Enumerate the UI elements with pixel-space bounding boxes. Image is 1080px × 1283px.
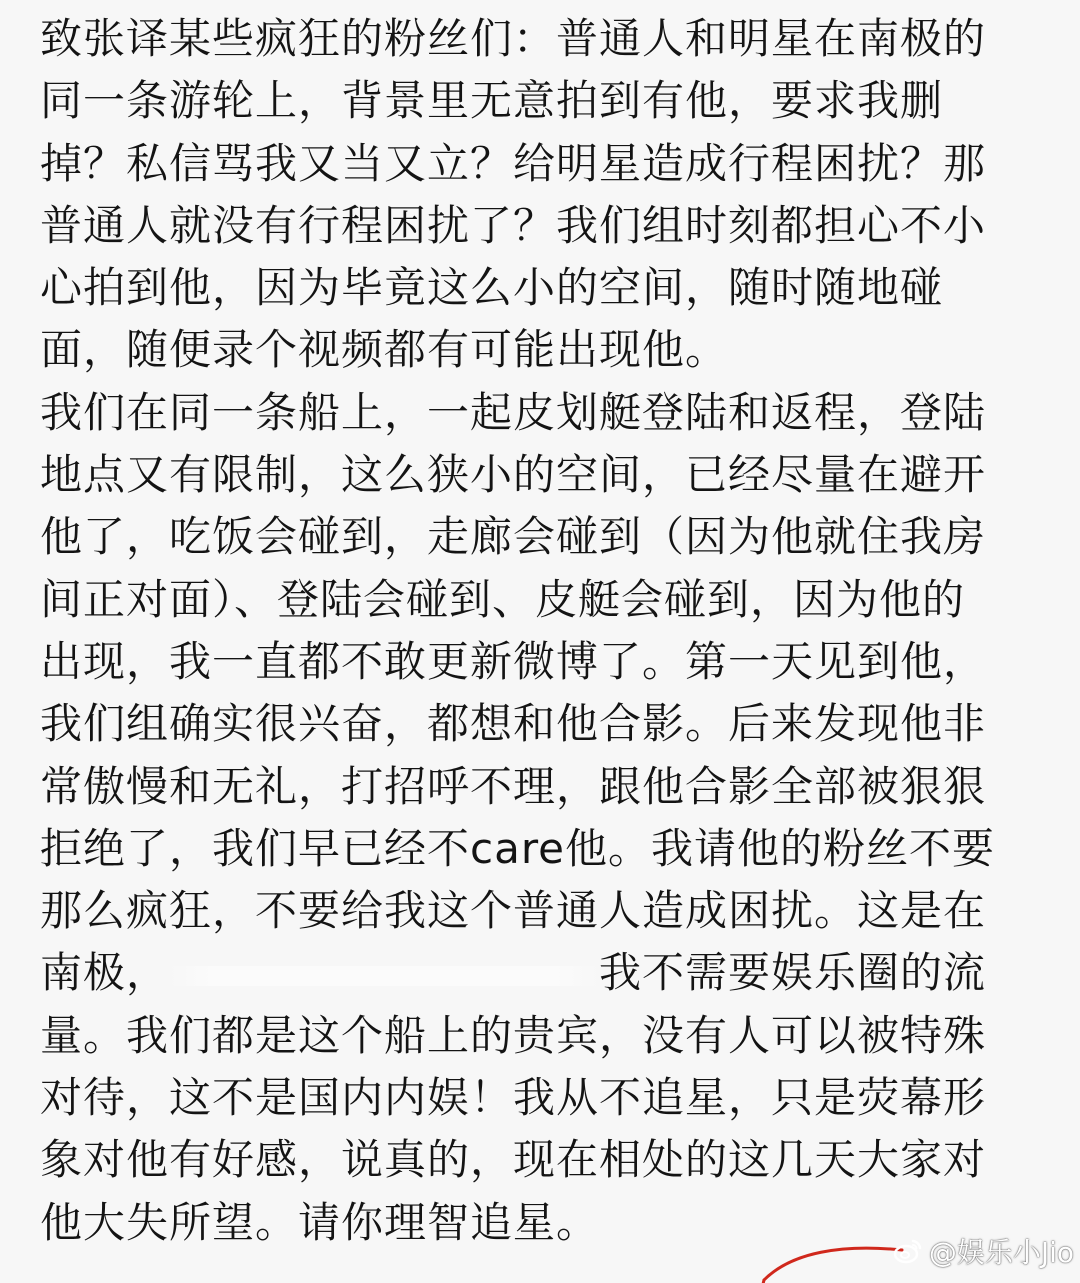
watermark-text: @娱乐小Jio: [928, 1236, 1074, 1269]
text-line: 面，随便录个视频都有可能出现他。: [40, 325, 729, 375]
text-line-end: 我不需要娱乐圈的流: [599, 948, 987, 998]
text-line: 普通人就没有行程困扰了？我们组时刻都担心不小: [40, 200, 987, 250]
weibo-logo-icon: [893, 1236, 923, 1266]
text-line: 地点又有限制，这么狭小的空间，已经尽量在避开: [40, 450, 987, 500]
text-line: 他了，吃饭会碰到，走廊会碰到（因为他就住我房: [40, 512, 987, 562]
red-underline-annotation: [752, 1240, 912, 1283]
text-line: 常傲慢和无礼，打招呼不理，跟他合影全部被狠狠: [40, 761, 987, 811]
text-line-redacted: [40, 942, 1050, 1004]
text-line: 掉？私信骂我又当又立？给明星造成行程困扰？那: [40, 138, 987, 188]
redaction-blur: [169, 966, 599, 986]
text-line: 象对他有好感，说真的，现在相处的这几天大家对: [40, 1135, 987, 1185]
text-line-start: 南极，: [40, 948, 170, 998]
text-line: 我们在同一条船上，一起皮划艇登陆和返程，登陆: [40, 387, 987, 437]
text-line: 致张译某些疯狂的粉丝们：普通人和明星在南极的: [40, 14, 987, 63]
text-line: 我们组确实很兴奋，都想和他合影。后来发现他非: [40, 699, 987, 749]
text-line: 那么疯狂，不要给我这个普通人造成困扰。这是在: [40, 886, 987, 936]
text-line: 拒绝了，我们早已经不care他。我请他的粉丝不要: [40, 823, 996, 873]
watermark: [893, 1231, 1074, 1271]
text-line: 心拍到他，因为毕竟这么小的空间，随时随地碰: [40, 263, 944, 313]
text-line: 量。我们都是这个船上的贵宾，没有人可以被特殊: [40, 1010, 987, 1060]
post-text: [40, 8, 1050, 1254]
text-line: 出现，我一直都不敢更新微博了。第一天见到他，: [40, 636, 987, 686]
text-line: 对待，这不是国内内娱！我从不追星，只是荧幕形: [40, 1073, 987, 1123]
text-line: 他大失所望。请你理智追星。: [40, 1197, 600, 1247]
text-line: 同一条游轮上，背景里无意拍到有他，要求我删: [40, 76, 944, 126]
text-line: 间正对面）、登陆会碰到、皮艇会碰到，因为他的: [40, 574, 966, 624]
